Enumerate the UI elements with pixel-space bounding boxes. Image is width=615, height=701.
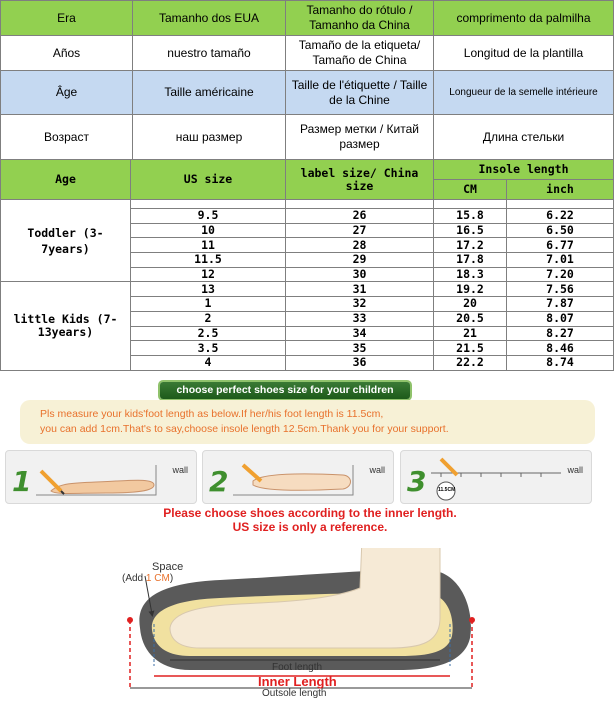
group-toddler: Toddler (3-7years) [1, 200, 131, 282]
cell-label: 31 [286, 282, 434, 297]
inner-length-label: Inner Length [258, 674, 337, 689]
cell-cm: 22.2 [434, 355, 507, 370]
cell-age: Âge [1, 71, 133, 115]
cell-inch: 6.77 [507, 238, 614, 253]
cell-us: 3.5 [131, 341, 286, 356]
measure-instructions [20, 400, 595, 444]
cell-cm: 15.8 [434, 209, 507, 224]
foot-on-paper-icon [6, 451, 198, 505]
size-warning [60, 506, 560, 534]
cell-insole-length: comprimento da palmilha [434, 1, 614, 36]
cell-inch: 8.74 [507, 355, 614, 370]
warning-line-1: Please choose shoes according to the inner length. [163, 506, 457, 520]
cell-inch: 7.56 [507, 282, 614, 297]
header-cm: CM [434, 180, 507, 200]
cell-us: 10 [131, 223, 286, 238]
cell-us-size: Taille américaine [133, 71, 286, 115]
wall-label: wall [567, 465, 583, 475]
header-label-size: label size/ China size [286, 160, 434, 200]
translation-row-portuguese [1, 1, 614, 36]
cell-cm: 16.5 [434, 223, 507, 238]
cell-us-size: nuestro tamaño [133, 36, 286, 71]
step-1-panel [5, 450, 197, 504]
step-3-panel [400, 450, 592, 504]
cell-cm: 21 [434, 326, 507, 341]
translation-row-russian [1, 115, 614, 160]
cell-cm: 18.3 [434, 267, 507, 282]
table-row [1, 282, 614, 297]
cell-inch: 7.87 [507, 297, 614, 312]
header-insole-length: Insole length [434, 160, 614, 180]
cell-inch: 7.01 [507, 253, 614, 268]
cell-us: 11 [131, 238, 286, 253]
add-prefix: (Add [122, 573, 146, 584]
foot-length-label: Foot length [272, 662, 323, 673]
cell-cm: 17.8 [434, 253, 507, 268]
cell-us: 4 [131, 355, 286, 370]
cell-label: 27 [286, 223, 434, 238]
group-little-kids: little Kids (7-13years) [1, 282, 131, 370]
guide-banner: choose perfect shoes size for your children [160, 382, 410, 399]
ruler-length-label: 11.5CM [438, 487, 456, 493]
cell-insole-length: Длина стельки [434, 115, 614, 160]
cell-us: 1 [131, 297, 286, 312]
ruler-measure-icon [401, 451, 593, 505]
step-number: 1 [12, 465, 32, 498]
add-suffix: ) [169, 573, 174, 584]
cell-us: 2.5 [131, 326, 286, 341]
wall-label: wall [369, 465, 385, 475]
foot-outline-icon [203, 451, 395, 505]
cell-inch: 6.22 [507, 209, 614, 224]
cell-label: 28 [286, 238, 434, 253]
table-row-spacer [1, 200, 614, 209]
cell-label: 33 [286, 311, 434, 326]
instruction-line-2: you can add 1cm.That's to say,choose insole length 12.5cm.Thank you for your support. [40, 423, 449, 435]
cell-label-size: Размер метки / Китай размер [286, 115, 434, 160]
translation-row-french [1, 71, 614, 115]
cell-cm: 19.2 [434, 282, 507, 297]
cell-label: 30 [286, 267, 434, 282]
cell-inch: 6.50 [507, 223, 614, 238]
cell-label-size: Taille de l'étiquette / Taille de la Chine [286, 71, 434, 115]
cell-inch: 8.46 [507, 341, 614, 356]
cell-age: Возраст [1, 115, 133, 160]
add-value: 1 CM [145, 573, 170, 584]
cell-insole-length: Longueur de la semelle intérieure [434, 71, 614, 115]
cell-label: 26 [286, 209, 434, 224]
cell-inch: 8.07 [507, 311, 614, 326]
cell-label: 29 [286, 253, 434, 268]
cell-insole-length: Longitud de la plantilla [434, 36, 614, 71]
cell-inch: 7.20 [507, 267, 614, 282]
translation-row-spanish [1, 36, 614, 71]
cell-us: 2 [131, 311, 286, 326]
header-inch: inch [507, 180, 614, 200]
cell-us: 12 [131, 267, 286, 282]
cell-us-size: наш размер [133, 115, 286, 160]
cell-cm: 17.2 [434, 238, 507, 253]
cell-inch: 8.27 [507, 326, 614, 341]
cell-label: 32 [286, 297, 434, 312]
instruction-line-1: Pls measure your kids'foot length as below.If her/his foot length is 11.5cm, [40, 408, 384, 420]
wall-label: wall [172, 465, 188, 475]
cell-us: 11.5 [131, 253, 286, 268]
cell-us: 9.5 [131, 209, 286, 224]
warning-line-2: US size is only a reference. [232, 520, 388, 534]
step-2-panel [202, 450, 394, 504]
cell-label: 35 [286, 341, 434, 356]
cell-label-size: Tamaño de la etiqueta/ Tamaño de China [286, 36, 434, 71]
cell-label: 34 [286, 326, 434, 341]
size-table [0, 159, 614, 371]
translation-table [0, 0, 614, 160]
step-number: 2 [209, 465, 229, 498]
cell-age: Años [1, 36, 133, 71]
cell-cm: 21.5 [434, 341, 507, 356]
header-age: Age [1, 160, 131, 200]
cell-label: 36 [286, 355, 434, 370]
space-label: Space [152, 561, 184, 573]
cell-us: 13 [131, 282, 286, 297]
cell-label-size: Tamanho do rótulo / Tamanho da China [286, 1, 434, 36]
measuring-guide [0, 378, 615, 701]
add-1cm-label [122, 573, 173, 584]
step-number: 3 [407, 465, 427, 498]
cell-us-size: Tamanho dos EUA [133, 1, 286, 36]
header-us-size: US size [131, 160, 286, 200]
cell-cm: 20 [434, 297, 507, 312]
cell-age: Era [1, 1, 133, 36]
outsole-length-label: Outsole length [262, 688, 327, 699]
cell-cm: 20.5 [434, 311, 507, 326]
size-table-header [1, 160, 614, 180]
